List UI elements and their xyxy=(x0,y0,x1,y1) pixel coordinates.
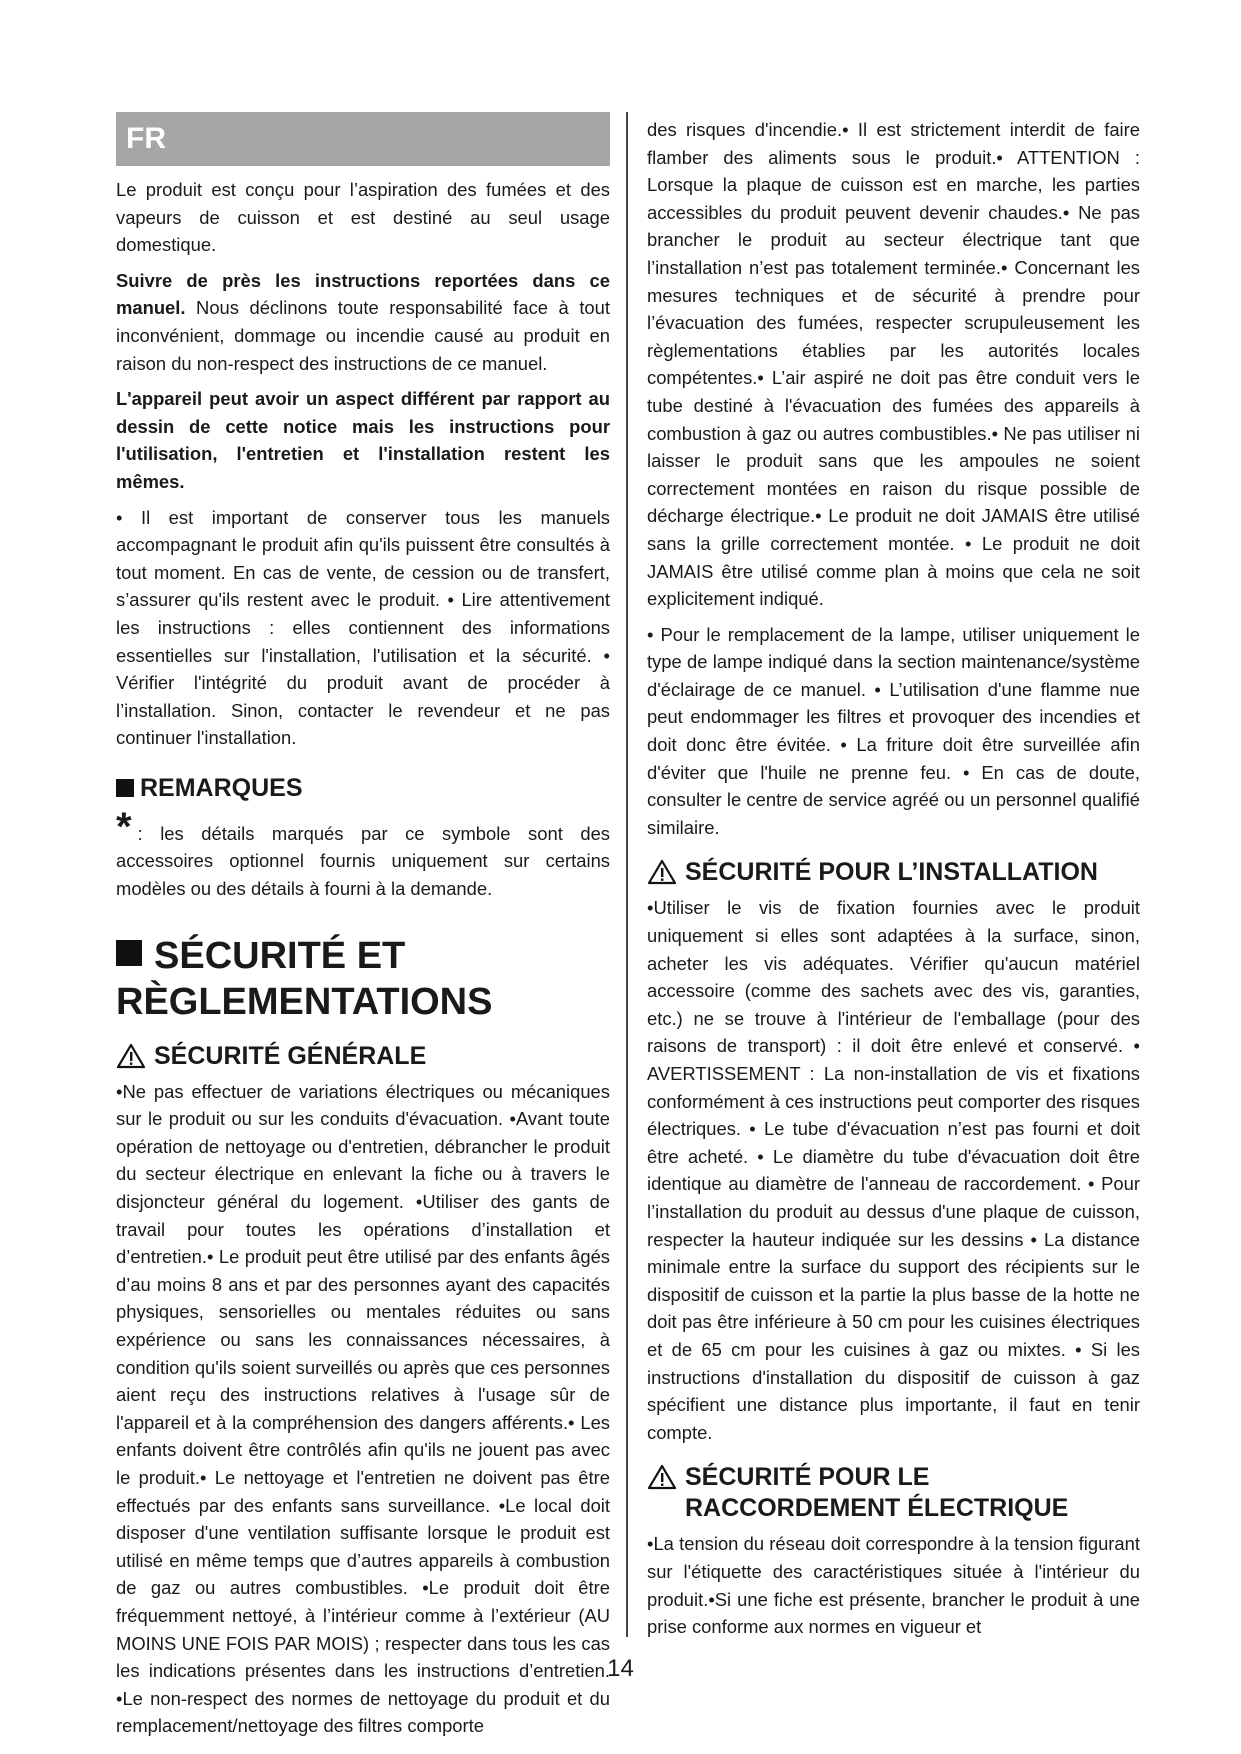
installation-heading xyxy=(647,857,1140,888)
appearance-paragraph xyxy=(116,385,610,495)
remarques-heading xyxy=(116,774,610,803)
installation-title: SÉCURITÉ POUR L’INSTALLATION xyxy=(685,858,1098,887)
intro-paragraph: Le produit est conçu pour l’aspiration des fumées et des vapeurs de cuisson et est destiné au seul usage domestique. xyxy=(116,179,610,256)
remarques-title: REMARQUES xyxy=(140,773,303,802)
remarques-paragraph xyxy=(116,804,610,903)
follow-instructions-bold: Suivre de près les instructions reportées dans ce manuel. xyxy=(116,269,610,319)
star-icon: * xyxy=(116,804,132,849)
securite-title-line1: SÉCURITÉ ET xyxy=(154,934,406,977)
right-column xyxy=(647,116,1140,1649)
square-bullet-icon xyxy=(116,779,134,797)
securite-generale-title: SÉCURITÉ GÉNÉRALE xyxy=(154,1041,427,1070)
page-number: 14 xyxy=(607,1655,634,1682)
column-divider xyxy=(626,112,628,1637)
securite-heading xyxy=(116,933,610,1025)
warning-triangle-icon xyxy=(647,859,677,885)
warning-triangle-icon xyxy=(116,1043,146,1069)
securite-title-line2: RÈGLEMENTATIONS xyxy=(116,980,493,1023)
square-bullet-icon xyxy=(116,940,142,966)
raccordement-title: SÉCURITÉ POUR LE RACCORDEMENT ÉLECTRIQUE xyxy=(685,1463,1069,1523)
raccordement-heading xyxy=(647,1462,1140,1524)
installation-paragraph: •Utiliser le vis de fixation fournies avec le produit uniquement si elles sont adaptées à la surface, sinon, acheter les vis adéquates. Vérifier qu'aucun matériel accessoire (comme des sachets avec des vis, garanties, etc.) ne se trouve à l'intérieur de l'emballage (pour des raisons de transport) : il doit être enlevé et conservé. • AVERTISSEMENT : La non-installation de vis et fixations conformément à ces instructions peut comporter des risques électriques. • Le tube d'évacuation n’est pas fourni et doit être acheté. • Le diamètre du tube d'évacuation doit être identique au diamètre de l'anneau de raccordement. • Pour l’installation du produit au dessus d'une plaque de cuisson, respecter la hauteur indiquée sur les dessins • La distance minimale entre la surface du support des récipients sur le dispositif de cuisson et la partie la plus basse de la hotte ne doit pas être inférieure à 50 cm pour les cuisines électriques et de 65 cm pour les cuisines à gaz ou mixtes. • Si les instructions d'installation du dispositif de cuisson à gaz spécifient une distance plus importante, il faut en tenir compte. xyxy=(647,897,1140,1443)
securite-generale-paragraph: •Ne pas effectuer de variations électriques ou mécaniques sur le produit ou sur les conduits d'évacuation. •Avant toute opération de nettoyage ou d'entretien, débrancher le produit du secteur électrique en enlevant la fiche ou à travers le disjoncteur général du logement. •Utiliser des gants de travail pour toutes les opérations d’installation et d’entretien.• Le produit peut être utilisé par des enfants âgés d’au moins 8 ans et par des personnes ayant des capacités physiques, sensorielles ou mentales réduites ou sans expérience ou sans les connaissances nécessaires, à condition qu'ils soient surveillés ou après que ces personnes aient reçu des instructions relatives à l'usage sûr de l'appareil et à la compréhension des dangers afférents.• Les enfants doivent être contrôlés afin qu'ils ne jouent pas avec le produit.• Le nettoyage et l'entretien ne doivent pas être effectués par des enfants sans surveillance. •Le local doit disposer d'une ventilation suffisante lorsque le produit est utilisé en même temps que d’autres appareils à combustion de gaz ou autres combustibles. •Le produit doit être fréquemment nettoyé, à l’intérieur comme à l’extérieur (AU MOINS UNE FOIS PAR MOIS) ; respecter dans tous les cas les indications présentes dans les instructions d’entretien. •Le non-respect des normes de nettoyage du produit et du remplacement/nettoyage des filtres comporte xyxy=(116,1080,610,1737)
appearance-bold: L'appareil peut avoir un aspect différent par rapport au dessin de cette notice mais les instructions pour l'utilisation, l'entretien et l'installation restent les mêmes. xyxy=(116,388,610,492)
warning-triangle-icon xyxy=(647,1464,677,1490)
remarques-text: : les détails marqués par ce symbole sont des accessoires optionnel fournis uniquement sur certains modèles ou des détails à fourni à la demande. xyxy=(116,822,610,900)
continued-paragraph: des risques d'incendie.• Il est strictement interdit de faire flamber des aliments sous le produit.• ATTENTION : Lorsque la plaque de cuisson est en marche, les parties accessibles du produit peuvent devenir chaudes.• Ne pas brancher le produit au secteur électrique tant que l’installation n’est pas totalement terminée.• Concernant les mesures techniques et de sécurité à prendre pour l’évacuation des fumées, respecter scrupuleusement les règlementations établies par les autorités locales compétentes.• L’air aspiré ne doit pas être conduit vers le tube destiné à l'évacuation des fumées des appareils à combustion à gaz ou autres combustibles.• Ne pas utiliser ni laisser le produit sans que les ampoules ne soient correctement montées en raison du risque possible de décharge électrique.• Le produit ne doit JAMAIS être utilisé sans la grille correctement montée. • Le produit ne doit JAMAIS être utilisé comme plan à moins que cela ne soit explicitement indiqué. xyxy=(647,119,1140,610)
language-label: FR xyxy=(116,112,610,166)
raccordement-paragraph: •La tension du réseau doit correspondre à la tension figurant sur l'étiquette des caractéristiques située à l'intérieur du produit.•Si une fiche est présente, brancher le produit à une prise conforme aux normes en vigueur et xyxy=(647,1533,1140,1638)
securite-generale-heading xyxy=(116,1041,610,1072)
follow-instructions-text: Nous déclinons toute responsabilité face à tout inconvénient, dommage ou incendie causé au produit en raison du non-respect des instructions de ce manuel. xyxy=(116,297,610,374)
manuals-paragraph: • Il est important de conserver tous les manuels accompagnant le produit afin qu'ils puissent être consultés à tout moment. En cas de vente, de cession ou de transfert, s’assurer qu'ils restent avec le produit. • Lire attentivement les instructions : elles contiennent des informations essentielles sur l'installation, l'utilisation et la sécurité. • Vérifier l'intégrité du produit avant de procéder à l’installation. Sinon, contacter le revendeur et ne pas continuer l'installation. xyxy=(116,506,610,749)
left-column xyxy=(116,112,610,1748)
follow-instructions-paragraph xyxy=(116,267,610,377)
lamp-paragraph: • Pour le remplacement de la lampe, utiliser uniquement le type de lampe indiqué dans la section maintenance/système d'éclairage de ce manuel. • L’utilisation d'une flamme nue peut endommager les filtres et provoquer des incendies et doit donc être évitée. • La friture doit être surveillée afin d'éviter que l'huile ne prenne feu. • En cas de doute, consulter le centre de service agréé ou un personnel qualifié similaire. xyxy=(647,623,1140,838)
